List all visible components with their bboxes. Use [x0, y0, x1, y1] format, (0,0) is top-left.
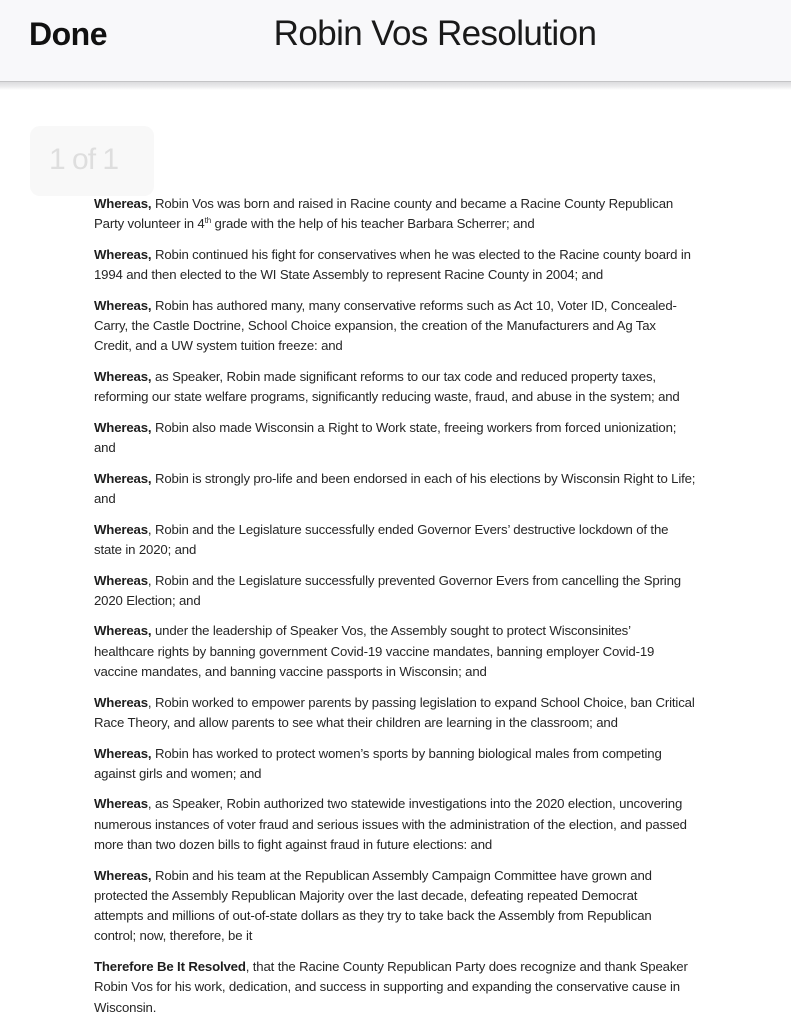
paragraph-lead: Whereas, [94, 368, 152, 384]
text-line [94, 265, 779, 285]
text-line [94, 489, 779, 509]
paragraph-text: grade with the help of his teacher Barbara Scherrer; and [211, 216, 535, 232]
resolution-paragraph [94, 957, 779, 1018]
text-line [94, 662, 779, 682]
paragraph-text: Credit, and a UW system tuition freeze: and [94, 338, 343, 354]
page-indicator-text: 1 of 1 [49, 143, 119, 176]
paragraph-text: 2020 Election; and [94, 592, 201, 608]
paragraph-text: under the leadership of Speaker Vos, the Assembly sought to protect Wisconsinites’ [151, 623, 631, 639]
paragraph-text: Robin has authored many, many conservative reforms such as Act 10, Voter ID, Concealed- [151, 297, 677, 313]
paragraph-lead: Whereas [94, 521, 148, 537]
paragraph-lead: Whereas, [94, 867, 152, 883]
paragraph-lead: Whereas, [94, 470, 152, 486]
paragraph-text: protected the Assembly Republican Majority over the last decade, defeating repeated Democrat [94, 887, 638, 903]
text-line [94, 866, 779, 886]
paragraph-text: Robin and his team at the Republican Assembly Campaign Committee have grown and [151, 867, 652, 883]
whereas-paragraph [94, 245, 779, 286]
whereas-paragraph [94, 571, 779, 612]
text-line [94, 906, 779, 926]
paragraph-text: , Robin and the Legislature successfully ended Governor Evers’ destructive lockdown of the [147, 521, 669, 537]
text-line [94, 744, 779, 764]
text-line [94, 835, 779, 855]
paragraph-text: , Robin worked to empower parents by passing legislation to expand School Choice, ban Critical [147, 694, 695, 710]
paragraph-text: state in 2020; and [94, 541, 197, 557]
paragraph-text: Wisconsin. [94, 999, 157, 1015]
whereas-paragraph [94, 693, 779, 734]
text-line [94, 591, 779, 611]
text-line [94, 316, 779, 336]
paragraph-text: vaccine mandates, and banning vaccine passports in Wisconsin; and [94, 664, 487, 680]
text-line [94, 296, 779, 316]
paragraph-text: Race Theory, and allow parents to see what their children are learning in the classroom; and [94, 714, 618, 730]
paragraph-text: against girls and women; and [94, 765, 262, 781]
whereas-paragraph [94, 794, 779, 855]
text-line [94, 520, 779, 540]
paragraph-text: , that the Racine County Republican Party does recognize and thank Speaker [245, 959, 688, 975]
text-line [94, 571, 779, 591]
whereas-paragraph [94, 418, 779, 459]
paragraph-text: and [94, 440, 116, 456]
paragraph-text: Party volunteer in 4 [94, 216, 205, 232]
paragraph-text: reforming our state welfare programs, significantly reducing waste, fraud, and abuse in the system; and [94, 389, 680, 405]
page-indicator [30, 126, 154, 196]
paragraph-text: healthcare rights by banning government Covid-19 vaccine mandates, banning employer Covid-19 [94, 643, 655, 659]
text-line [94, 764, 779, 784]
navigation-bar-divider [0, 82, 791, 90]
paragraph-text: Robin also made Wisconsin a Right to Work state, freeing workers from forced unionization; [151, 419, 677, 435]
paragraph-text: and [94, 491, 116, 507]
text-line [94, 469, 779, 489]
document-body [94, 194, 779, 1024]
text-line [94, 957, 779, 977]
whereas-paragraph [94, 469, 779, 510]
paragraph-text: Robin Vos was born and raised in Racine county and became a Racine County Republican [151, 196, 674, 211]
paragraph-lead: Whereas, [94, 745, 152, 761]
paragraph-text: Robin Vos for his work, dedication, and success in supporting and expanding the conservative cause in [94, 979, 680, 995]
whereas-paragraph [94, 367, 779, 408]
text-line [94, 367, 779, 387]
text-line [94, 214, 779, 234]
text-line [94, 387, 779, 407]
paragraph-text: 1994 and then elected to the WI State Assembly to represent Racine County in 2004; and [94, 267, 604, 283]
paragraph-lead: Whereas, [94, 623, 152, 639]
whereas-paragraph [94, 520, 779, 561]
paragraph-text: as Speaker, Robin made significant reforms to our tax code and reduced property taxes, [151, 368, 656, 384]
whereas-paragraph [94, 296, 779, 357]
text-line [94, 540, 779, 560]
paragraph-text: Robin is strongly pro-life and been endorsed in each of his elections by Wisconsin Right to Life; [151, 470, 696, 486]
text-line [94, 194, 779, 214]
paragraph-lead: Whereas, [94, 419, 152, 435]
text-line [94, 926, 779, 946]
text-line [94, 621, 779, 641]
paragraph-text: control; now, therefore, be it [94, 928, 253, 944]
text-line [94, 418, 779, 438]
whereas-paragraph [94, 866, 779, 947]
text-line [94, 815, 779, 835]
text-line [94, 794, 779, 814]
text-line [94, 886, 779, 906]
whereas-paragraph [94, 621, 779, 682]
paragraph-lead: Whereas, [94, 196, 152, 211]
text-line [94, 245, 779, 265]
paragraph-text: , Robin and the Legislature successfully prevented Governor Evers from cancelling the Spring [147, 572, 681, 588]
navigation-bar [0, 0, 791, 82]
paragraph-text: numerous instances of voter fraud and serious issues with the administration of the election, and passed [94, 816, 687, 832]
paragraph-lead: Whereas, [94, 246, 152, 262]
paragraph-lead: Whereas [94, 572, 148, 588]
text-line [94, 336, 779, 356]
done-button[interactable]: Done [29, 16, 107, 52]
text-line [94, 713, 779, 733]
paragraph-lead: Whereas [94, 796, 148, 812]
paragraph-text: Robin has worked to protect women’s sports by banning biological males from competing [151, 745, 662, 761]
paragraph-text: more than two dozen bills to fight against fraud in future elections: and [94, 836, 493, 852]
text-line [94, 693, 779, 713]
text-line [94, 998, 779, 1018]
text-line [94, 438, 779, 458]
paragraph-text: , as Speaker, Robin authorized two statewide investigations into the 2020 election, uncovering [147, 796, 683, 812]
paragraph-lead: Whereas [94, 694, 148, 710]
paragraph-lead: Therefore Be It Resolved [94, 959, 246, 975]
whereas-paragraph [94, 744, 779, 785]
whereas-paragraph [94, 194, 779, 235]
paragraph-text: Robin continued his fight for conservatives when he was elected to the Racine county board in [151, 246, 691, 262]
paragraph-lead: Whereas, [94, 297, 152, 313]
paragraph-text: attempts and millions of out-of-state dollars as they try to take back the Assembly from Republican [94, 908, 652, 924]
text-line [94, 977, 779, 997]
ordinal-suffix: th [204, 216, 211, 226]
paragraph-text: Carry, the Castle Doctrine, School Choice expansion, the creation of the Manufacturers and Ag Tax [94, 318, 656, 334]
document-title: Robin Vos Resolution [273, 14, 597, 53]
text-line [94, 642, 779, 662]
